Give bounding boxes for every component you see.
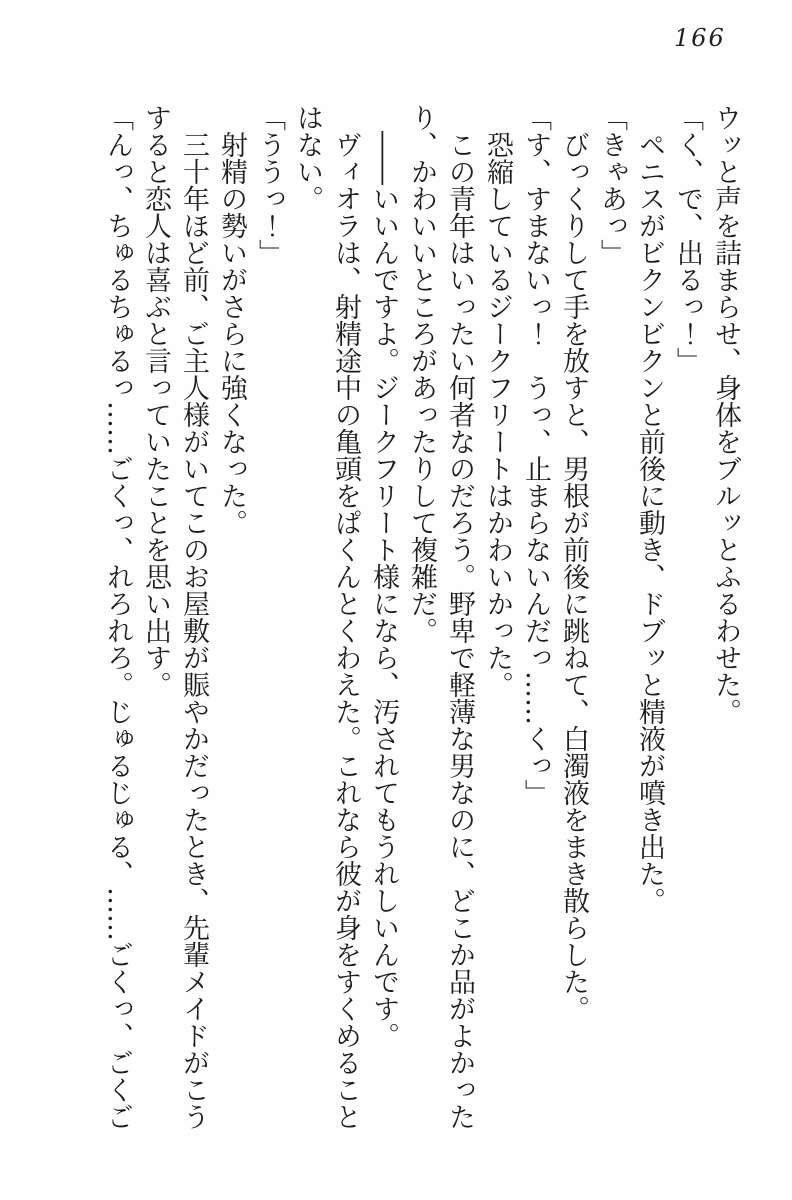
paragraph: 恐縮しているジークフリートはかわいかった。 — [482, 131, 513, 698]
paragraph: ウッと声を詰まらせ、身体をブルッとふるわせた。 — [710, 104, 741, 725]
paragraph: 三十年ほど前、ご主人様がいてこのお屋敷が賑やかだったとき、先輩メイドがこうすると恋人は喜ぶと言っていたことを思い出す。 — [140, 104, 209, 1130]
paragraph: 「ううっ！」 — [254, 104, 285, 266]
paragraph: 「きゃあっ」 — [596, 104, 627, 266]
paragraph: ――いいんですよ。ジークフリート様になら、汚されてもうれしいんです。 — [368, 131, 399, 1049]
paragraph: ヴィオラは、射精途中の亀頭をぱくんとくわえた。これなら彼が身をすくめることはない。 — [292, 104, 361, 1130]
paragraph: 「く、で、出るっ！」 — [672, 104, 703, 374]
paragraph: 「んっ、ちゅるちゅるっ……ごくっ、れろれろ。じゅるじゅる、……ごくっ、ごくご — [102, 104, 133, 1130]
page-number: 166 — [674, 24, 726, 52]
paragraph: びっくりして手を放すと、男根が前後に跳ねて、白濁液をまき散らした。 — [558, 131, 589, 1022]
vertical-text-block — [98, 104, 744, 1132]
paragraph: 「す、すまないっ！ うっ、止まらないんだっ……くっ」 — [520, 104, 551, 806]
paragraph: この青年はいったい何者なのだろう。野卑で軽薄な男なのに、どこか品がよかったり、かわいいところがあったりして複雑だ。 — [406, 104, 475, 1130]
paragraph: ペニスがビクンビクンと前後に動き、ドブッと精液が噴き出た。 — [634, 131, 665, 914]
paragraph: 射精の勢いがさらに強くなった。 — [216, 131, 247, 536]
